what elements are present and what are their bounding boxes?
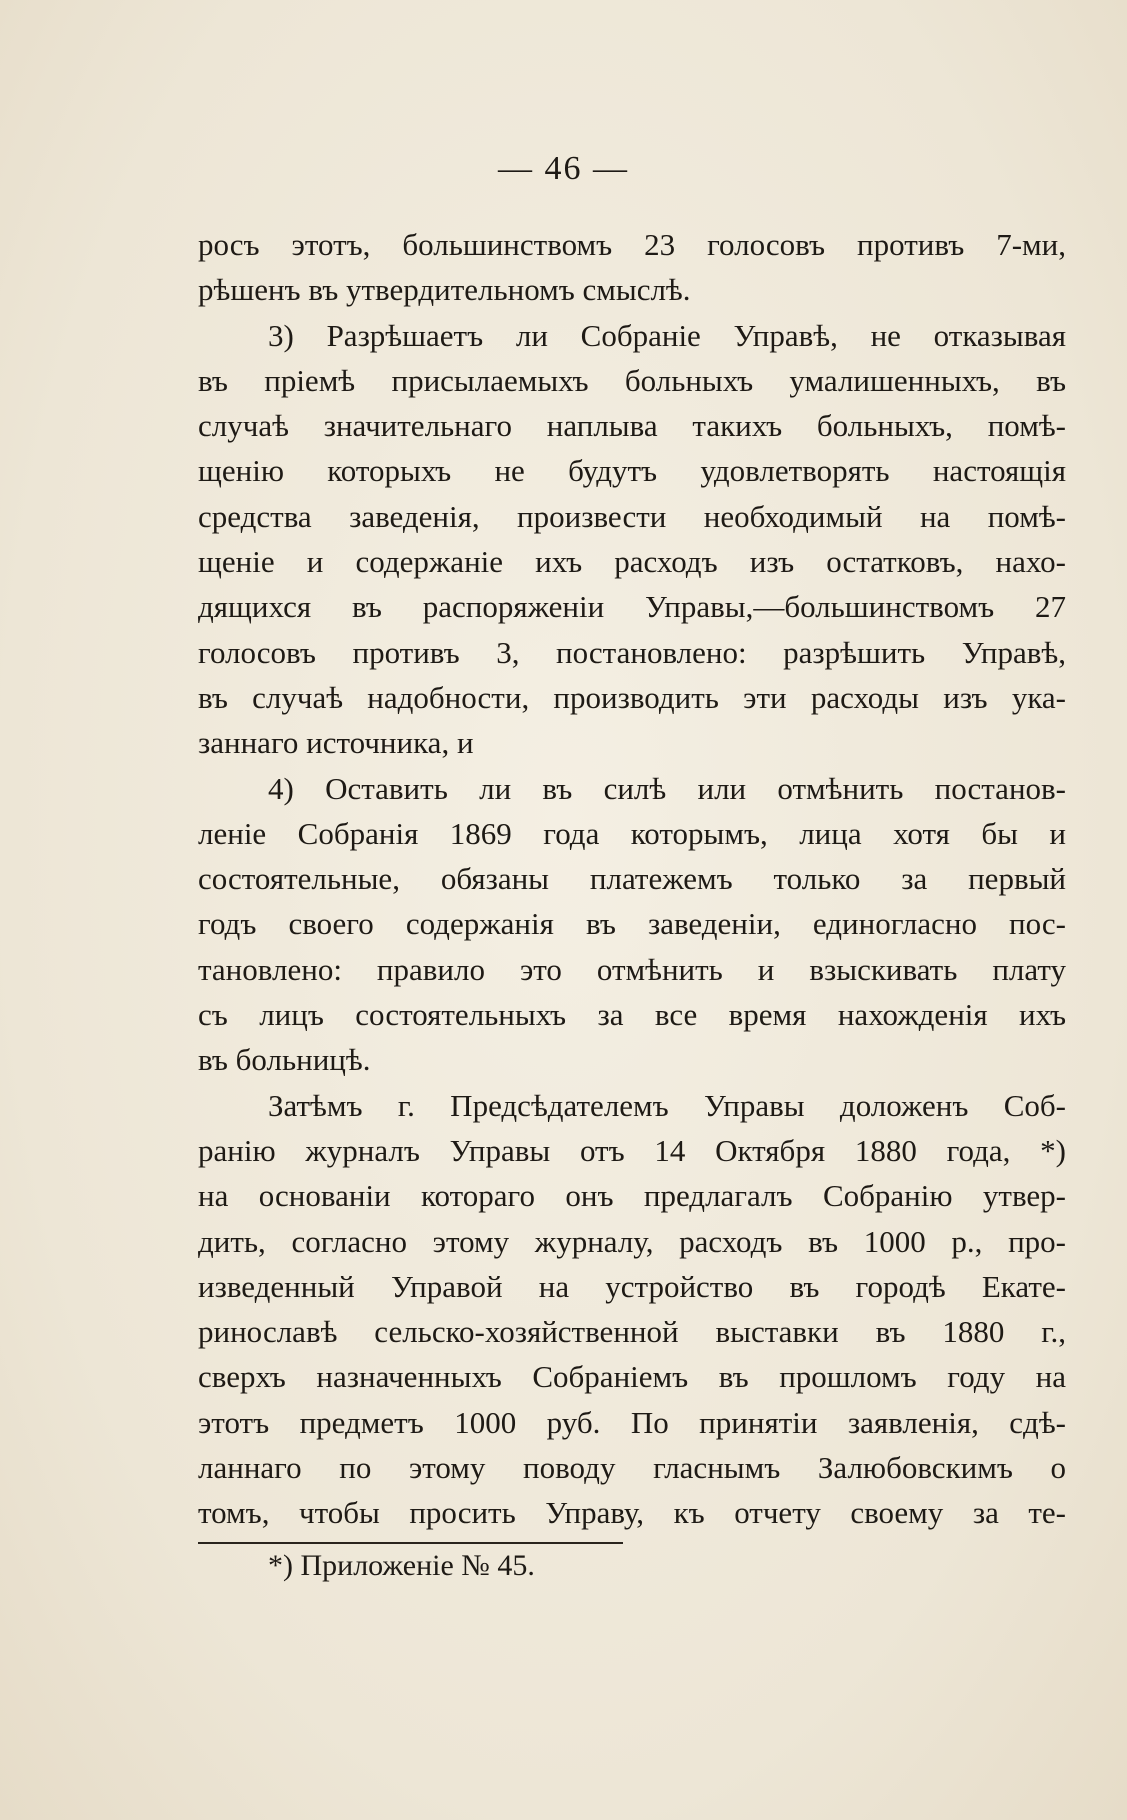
- body-text: [198, 222, 1066, 1536]
- text-line: тановлено: правило это отмѣнить и взыскивать плату: [198, 951, 1066, 987]
- text-line: рѣшенъ въ утвердительномъ смыслѣ.: [198, 272, 691, 308]
- text-line: щеніе и содержаніе ихъ расходъ изъ остатковъ, нахо-: [198, 544, 1066, 580]
- text-line: средства заведенія, произвести необходимый на помѣ-: [198, 498, 1066, 534]
- text-line: сверхъ назначенныхъ Собраніемъ въ прошломъ году на: [198, 1359, 1066, 1395]
- text-line: ранію журналъ Управы отъ 14 Октября 1880 года, *): [198, 1132, 1066, 1168]
- text-line: ланнаго по этому поводу гласнымъ Залюбовскимъ о: [198, 1450, 1066, 1486]
- text-line: росъ этотъ, большинствомъ 23 голосовъ противъ 7-ми,: [198, 227, 1066, 262]
- text-line: дить, согласно этому журналу, расходъ въ 1000 р., про-: [198, 1223, 1066, 1259]
- text-line: съ лицъ состоятельныхъ за все время нахожденія ихъ: [198, 997, 1066, 1033]
- text-line: леніе Собранія 1869 года которымъ, лица хотя бы и: [198, 815, 1066, 851]
- text-line: заннаго источника, и: [198, 725, 474, 761]
- text-line: изведенный Управой на устройство въ городѣ Екате-: [198, 1268, 1066, 1304]
- text-line: случаѣ значительнаго наплыва такихъ больныхъ, помѣ-: [198, 408, 1066, 444]
- text-line: въ больницѣ.: [198, 1042, 371, 1078]
- text-line: этотъ предметъ 1000 руб. По принятіи заявленія, сдѣ-: [198, 1404, 1066, 1440]
- page-number: — 46 —: [498, 150, 629, 187]
- footnote: *) Приложеніе № 45.: [268, 1549, 535, 1582]
- text-line: въ пріемѣ присылаемыхъ больныхъ умалишенныхъ, въ: [198, 362, 1066, 398]
- text-line: въ случаѣ надобности, производить эти расходы изъ ука-: [198, 679, 1066, 715]
- footnote-divider: [198, 1542, 623, 1544]
- text-line: 3) Разрѣшаетъ ли Собраніе Управѣ, не отказывая: [268, 317, 1066, 353]
- text-line: состоятельные, обязаны платежемъ только за первый: [198, 861, 1066, 897]
- text-line: 4) Оставить ли въ силѣ или отмѣнить постанов-: [268, 770, 1066, 806]
- text-line: на основаніи котораго онъ предлагалъ Собранію утвер-: [198, 1178, 1066, 1214]
- text-line: томъ, чтобы просить Управу, къ отчету своему за те-: [198, 1495, 1066, 1531]
- text-line: Затѣмъ г. Предсѣдателемъ Управы доложенъ Соб-: [268, 1087, 1066, 1123]
- text-line: ринославѣ сельско-хозяйственной выставки въ 1880 г.,: [198, 1314, 1066, 1350]
- text-line: годъ своего содержанія въ заведеніи, единогласно пос-: [198, 906, 1066, 942]
- text-line: щенію которыхъ не будутъ удовлетворять настоящія: [198, 453, 1066, 489]
- text-line: дящихся въ распоряженіи Управы,—большинствомъ 27: [198, 589, 1066, 625]
- text-line: голосовъ противъ 3, постановлено: разрѣшить Управѣ,: [198, 634, 1066, 670]
